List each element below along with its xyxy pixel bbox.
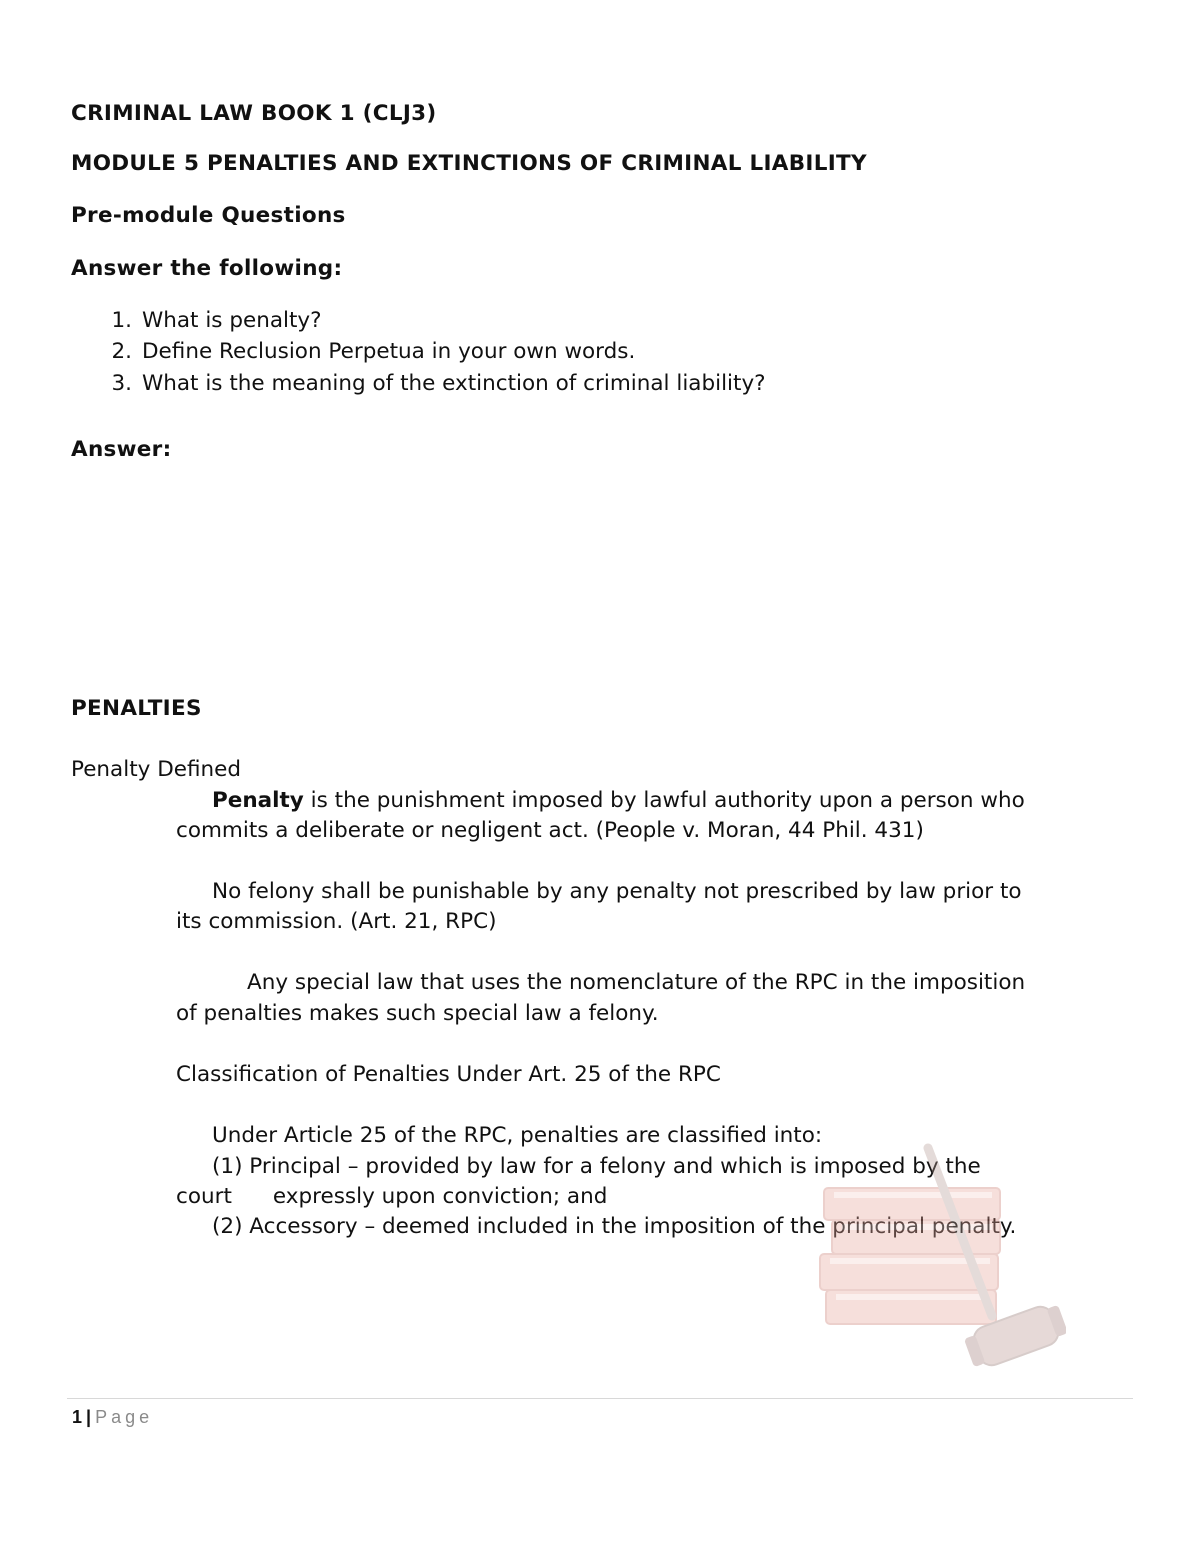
paragraph-line: Under Article 25 of the RPC, penalties are classified into:: [212, 1123, 823, 1148]
question-text: What is penalty?: [142, 308, 322, 333]
document-title: CRIMINAL LAW BOOK 1 (CLJ3): [71, 101, 437, 126]
question-item: [98, 306, 322, 336]
paragraph-text: is the punishment imposed by lawful authority upon a person who: [303, 788, 1025, 813]
page-word: Page: [95, 1407, 154, 1427]
paragraph-line: No felony shall be punishable by any penalty not prescribed by law prior to: [212, 879, 1022, 904]
question-item: [98, 369, 766, 399]
question-number: 2.: [111, 339, 132, 364]
list-item-accessory: (2) Accessory – deemed included in the imposition of the principal penalty.: [212, 1214, 1017, 1239]
page-number: 1: [72, 1407, 83, 1427]
instruction-heading: Answer the following:: [71, 256, 343, 281]
module-title: MODULE 5 PENALTIES AND EXTINCTIONS OF CRIMINAL LIABILITY: [71, 151, 867, 176]
question-number: 3.: [111, 371, 132, 396]
list-item-principal: (1) Principal – provided by law for a felony and which is imposed by the: [212, 1154, 981, 1179]
footer-divider: [67, 1398, 1133, 1399]
pre-module-heading: Pre-module Questions: [71, 203, 346, 228]
subheading: Penalty Defined: [71, 757, 242, 782]
answer-label: Answer:: [71, 437, 172, 462]
question-text: Define Reclusion Perpetua in your own words.: [142, 339, 636, 364]
paragraph-line: its commission. (Art. 21, RPC): [176, 909, 497, 934]
books-and-gavel-icon: [806, 1140, 1066, 1380]
classification-heading: Classification of Penalties Under Art. 25 of the RPC: [176, 1062, 721, 1087]
paragraph-line: of penalties makes such special law a felony.: [176, 1001, 659, 1026]
question-number: 1.: [111, 308, 132, 333]
list-item-principal-continued: court expressly upon conviction; and: [176, 1184, 608, 1209]
question-item: [98, 337, 635, 367]
footer-separator: |: [86, 1407, 92, 1427]
defined-term: Penalty: [212, 788, 304, 813]
page-footer: [72, 1405, 153, 1429]
paragraph-line: commits a deliberate or negligent act. (People v. Moran, 44 Phil. 431): [176, 818, 924, 843]
question-text: What is the meaning of the extinction of criminal liability?: [142, 371, 766, 396]
paragraph-line: Any special law that uses the nomenclature of the RPC in the imposition: [247, 970, 1026, 995]
section-heading: PENALTIES: [71, 696, 202, 721]
paragraph-line: [212, 786, 1025, 816]
